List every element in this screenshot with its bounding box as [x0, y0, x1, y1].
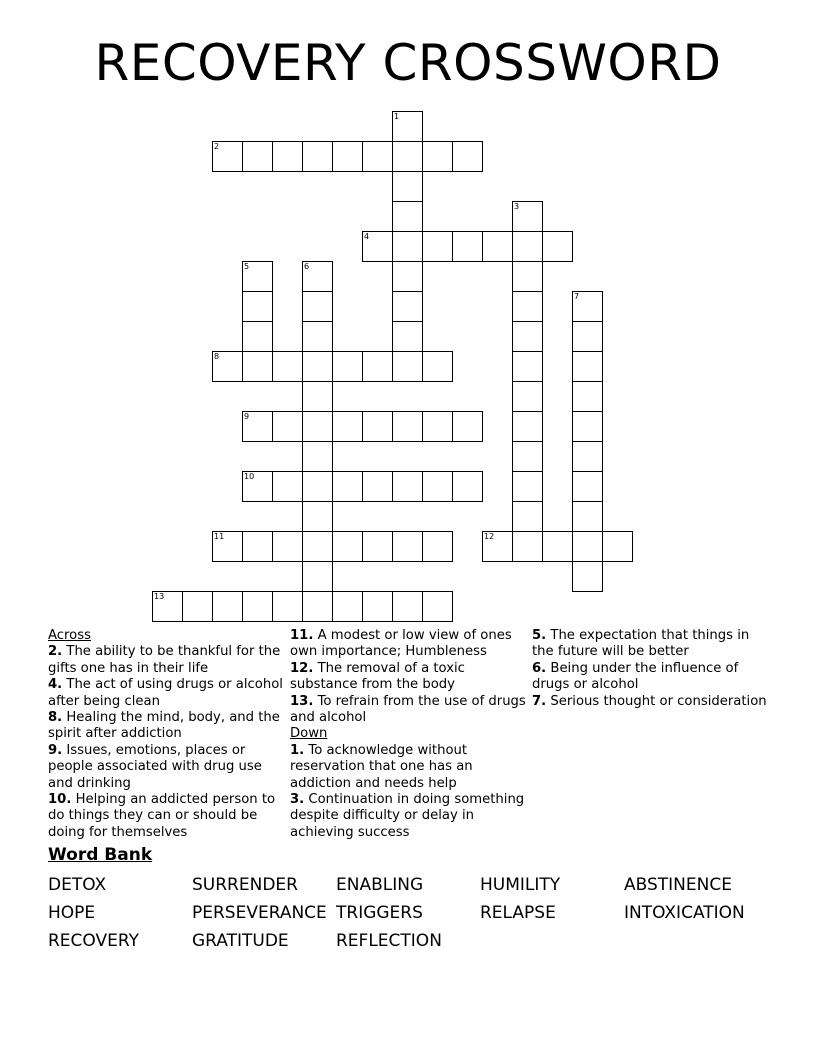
crossword-cell[interactable] — [332, 411, 363, 442]
crossword-cell[interactable] — [572, 561, 603, 592]
clue-number: 11 — [214, 532, 225, 541]
crossword-cell[interactable] — [302, 531, 333, 562]
crossword-cell[interactable] — [302, 591, 333, 622]
word-bank-item: HUMILITY — [480, 875, 561, 895]
crossword-cell[interactable] — [272, 141, 303, 172]
crossword-cell[interactable] — [512, 291, 543, 322]
crossword-cell[interactable] — [302, 321, 333, 352]
crossword-cell[interactable] — [242, 471, 273, 502]
crossword-cell[interactable] — [452, 411, 483, 442]
crossword-cell[interactable] — [302, 561, 333, 592]
crossword-cell[interactable] — [512, 231, 543, 262]
crossword-cell[interactable] — [572, 321, 603, 352]
clue-number: 1 — [394, 112, 400, 121]
clue-down-3: 3. Continuation in doing something despite difficulty or delay in achieving success — [290, 792, 525, 840]
word-bank-item: REFLECTION — [336, 931, 442, 951]
clue-number: 4 — [364, 232, 370, 241]
crossword-cell[interactable] — [392, 591, 423, 622]
clue-across-9: 9. Issues, emotions, places or people associated with drug use and drinking — [48, 742, 262, 791]
clue-across-4: 4. The act of using drugs or alcohol after being clean — [48, 677, 283, 709]
crossword-cell[interactable] — [332, 591, 363, 622]
word-bank-item: RELAPSE — [480, 903, 556, 923]
crossword-cell[interactable] — [392, 531, 423, 562]
crossword-cell[interactable] — [302, 291, 333, 322]
word-bank-item: GRATITUDE — [192, 931, 289, 951]
crossword-cell[interactable] — [302, 381, 333, 412]
crossword-cell[interactable] — [512, 471, 543, 502]
word-bank-item: INTOXICATION — [624, 903, 745, 923]
crossword-cell[interactable] — [422, 411, 453, 442]
crossword-cell[interactable] — [302, 261, 333, 292]
crossword-cell[interactable] — [542, 531, 573, 562]
crossword-cell[interactable] — [332, 471, 363, 502]
crossword-cell[interactable] — [422, 471, 453, 502]
clue-number: 12 — [484, 532, 495, 541]
clue-across-2: 2. The ability to be thankful for the gifts one has in their life — [48, 644, 281, 676]
clue-across-10: 10. Helping an addicted person to do things they can or should be doing for themselves — [48, 792, 276, 840]
clue-across-12: 12. The removal of a toxic substance from the body — [290, 660, 465, 693]
crossword-cell[interactable] — [272, 471, 303, 502]
crossword-cell[interactable] — [512, 261, 543, 292]
crossword-cell[interactable] — [602, 531, 633, 562]
crossword-cell[interactable] — [572, 381, 603, 412]
crossword-cell[interactable] — [392, 231, 423, 262]
crossword-cell[interactable] — [212, 141, 243, 172]
crossword-cell[interactable] — [392, 471, 423, 502]
crossword-cell[interactable] — [212, 351, 243, 382]
crossword-cell[interactable] — [512, 201, 543, 232]
down-heading: Down — [290, 726, 328, 742]
crossword-cell[interactable] — [392, 351, 423, 382]
crossword-cell[interactable] — [362, 591, 393, 622]
crossword-cell[interactable] — [392, 411, 423, 442]
clue-number: 13 — [154, 592, 165, 601]
clue-number: 6 — [304, 262, 310, 271]
clue-across-8: 8. Healing the mind, body, and the spirit after addiction — [48, 710, 280, 742]
crossword-cell[interactable] — [392, 261, 423, 292]
crossword-cell[interactable] — [572, 351, 603, 382]
crossword-cell[interactable] — [392, 141, 423, 172]
crossword-cell[interactable] — [572, 291, 603, 322]
crossword-cell[interactable] — [392, 321, 423, 352]
crossword-cell[interactable] — [422, 141, 453, 172]
crossword-cell[interactable] — [512, 501, 543, 532]
clue-down-5: 5. The expectation that things in the future will be better — [532, 628, 750, 660]
clue-number: 9 — [244, 412, 250, 421]
crossword-cell[interactable] — [512, 351, 543, 382]
crossword-cell[interactable] — [452, 231, 483, 262]
word-bank-item: HOPE — [48, 903, 96, 923]
crossword-cell[interactable] — [362, 351, 393, 382]
word-bank-item: ABSTINENCE — [624, 875, 732, 895]
crossword-cell[interactable] — [572, 411, 603, 442]
clue-number: 8 — [214, 352, 220, 361]
clue-number: 5 — [244, 262, 250, 271]
crossword-cell[interactable] — [392, 171, 423, 202]
crossword-cell[interactable] — [422, 351, 453, 382]
crossword-cell[interactable] — [212, 531, 243, 562]
crossword-cell[interactable] — [512, 531, 543, 562]
clue-number: 10 — [244, 472, 255, 481]
crossword-cell[interactable] — [302, 471, 333, 502]
crossword-cell[interactable] — [512, 381, 543, 412]
word-bank-item: DETOX — [48, 875, 107, 895]
crossword-cell[interactable] — [302, 501, 333, 532]
crossword-cell[interactable] — [572, 531, 603, 562]
clue-across-11: 11. A modest or low view of ones own importance; Humbleness — [290, 628, 512, 660]
crossword-cell[interactable] — [332, 351, 363, 382]
crossword-cell[interactable] — [242, 591, 273, 622]
crossword-cell[interactable] — [362, 141, 393, 172]
crossword-cell[interactable] — [242, 351, 273, 382]
crossword-cell[interactable] — [242, 261, 273, 292]
crossword-cell[interactable] — [512, 321, 543, 352]
across-heading: Across — [48, 628, 91, 643]
word-bank-title: Word Bank — [48, 845, 153, 865]
crossword-cell[interactable] — [302, 141, 333, 172]
clue-number: 7 — [574, 292, 580, 301]
clue-number: 2 — [214, 142, 220, 151]
crossword-cell[interactable] — [392, 201, 423, 232]
crossword-cell[interactable] — [572, 501, 603, 532]
crossword-cell[interactable] — [512, 441, 543, 472]
clue-down-7: 7. Serious thought or consideration — [532, 693, 767, 709]
crossword-cell[interactable] — [152, 591, 183, 622]
crossword-cell[interactable] — [242, 291, 273, 322]
crossword-cell[interactable] — [242, 411, 273, 442]
crossword-cell[interactable] — [482, 531, 513, 562]
crossword-cell[interactable] — [452, 471, 483, 502]
crossword-cell[interactable] — [572, 441, 603, 472]
crossword-cell[interactable] — [572, 471, 603, 502]
crossword-cell[interactable] — [422, 531, 453, 562]
crossword-cell[interactable] — [302, 351, 333, 382]
crossword-cell[interactable] — [422, 591, 453, 622]
clue-down-6: 6. Being under the influence of drugs or alcohol — [532, 660, 739, 693]
crossword-cell[interactable] — [272, 351, 303, 382]
crossword-cell[interactable] — [392, 291, 423, 322]
word-bank-item: RECOVERY — [48, 931, 139, 951]
clue-down-1: 1. To acknowledge without reservation that one has an addiction and needs help — [290, 742, 473, 791]
clues-column-2 — [290, 628, 526, 841]
word-bank-item: TRIGGERS — [336, 903, 423, 923]
crossword-cell[interactable] — [392, 111, 423, 142]
crossword-cell[interactable] — [452, 141, 483, 172]
crossword-cell[interactable] — [212, 591, 243, 622]
clues-column-1 — [48, 628, 284, 841]
clue-number: 3 — [514, 202, 520, 211]
crossword-cell[interactable] — [422, 231, 453, 262]
word-bank-item: SURRENDER — [192, 875, 298, 895]
crossword-cell[interactable] — [362, 411, 393, 442]
crossword-cell[interactable] — [182, 591, 213, 622]
crossword-cell[interactable] — [332, 531, 363, 562]
crossword-cell[interactable] — [302, 411, 333, 442]
crossword-cell[interactable] — [242, 141, 273, 172]
crossword-cell[interactable] — [362, 231, 393, 262]
crossword-cell[interactable] — [242, 321, 273, 352]
crossword-cell[interactable] — [272, 531, 303, 562]
crossword-cell[interactable] — [272, 411, 303, 442]
crossword-cell[interactable] — [332, 141, 363, 172]
crossword-cell[interactable] — [272, 591, 303, 622]
crossword-cell[interactable] — [242, 531, 273, 562]
crossword-cell[interactable] — [302, 441, 333, 472]
crossword-cell[interactable] — [482, 231, 513, 262]
word-bank-item: PERSEVERANCE — [192, 903, 327, 923]
crossword-cell[interactable] — [512, 411, 543, 442]
crossword-cell[interactable] — [362, 531, 393, 562]
word-bank-item: ENABLING — [336, 875, 424, 895]
page-title: RECOVERY CROSSWORD — [94, 34, 722, 92]
crossword-cell[interactable] — [362, 471, 393, 502]
clue-across-13: 13. To refrain from the use of drugs and alcohol — [290, 693, 526, 726]
crossword-cell[interactable] — [542, 231, 573, 262]
clues-column-3 — [532, 628, 768, 710]
